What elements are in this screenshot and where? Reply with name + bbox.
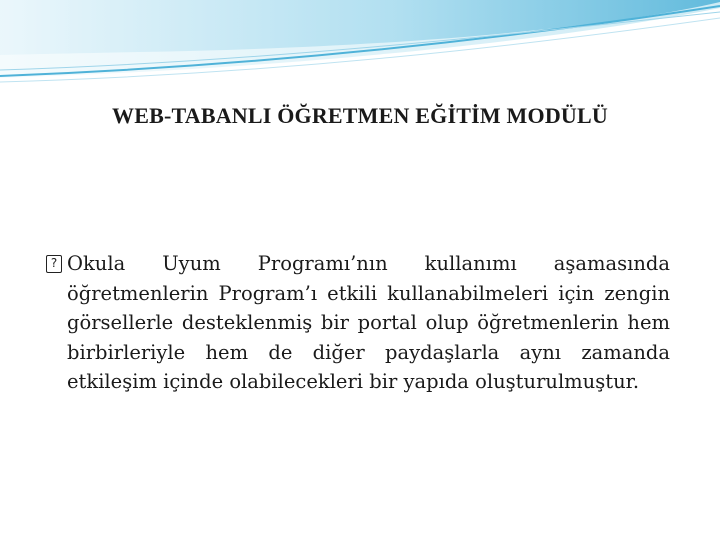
body-paragraph: [46, 249, 670, 397]
body-text: Okula Uyum Programı’nın kullanımı aşamasında öğretmenlerin Program’ı etkili kullanabilmeleri için zengin görsellerle desteklenmiş bir portal olup öğretmenlerin hem birbirleriyle hem de diğer paydaşlarla aynı zamanda etkileşim içinde olabilecekleri bir yapıda oluşturulmuştur.: [67, 252, 670, 394]
header-wave-decoration: [0, 0, 720, 90]
replacement-character-icon: ?: [46, 255, 62, 273]
page-title: WEB-TABANLI ÖĞRETMEN EĞİTİM MODÜLÜ: [112, 103, 608, 128]
